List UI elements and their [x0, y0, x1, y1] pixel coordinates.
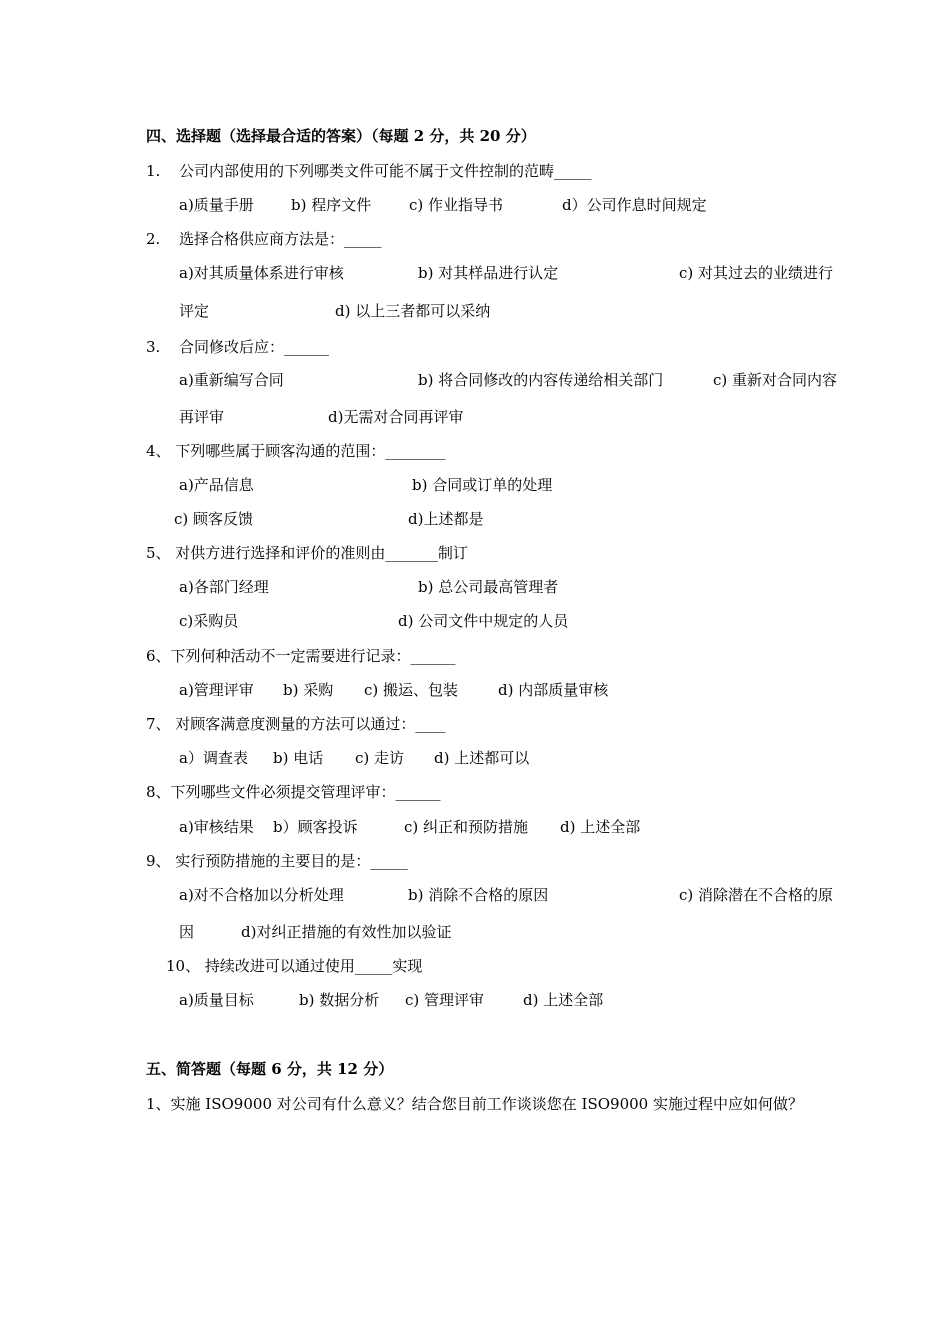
q4-option-c: c) 顾客反馈 [174, 510, 254, 528]
q3-text: 合同修改后应：______ [179, 338, 330, 356]
q4-text: 4、 下列哪些属于顾客沟通的范围：________ [146, 442, 446, 460]
q7-option-d: d) 上述都可以 [434, 749, 530, 767]
q9-text: 9、 实行预防措施的主要目的是：_____ [146, 852, 408, 870]
q2-number: 2. [146, 230, 161, 248]
q9-option-c: c) 消除潜在不合格的原 [679, 886, 834, 904]
q8-option-c: c) 纠正和预防措施 [404, 818, 529, 836]
q8-option-b: b）顾客投诉 [273, 818, 358, 836]
q7-option-a: a）调查表 [179, 749, 248, 767]
q6-option-c: c) 搬运、包装 [364, 681, 459, 699]
q1-option-d: d）公司作息时间规定 [562, 196, 707, 214]
q4-option-d: d)上述都是 [408, 510, 484, 528]
q6-option-a: a)管理评审 [179, 681, 254, 699]
q2-option-b: b) 对其样品进行认定 [418, 264, 559, 282]
section4-title: 四、选择题（选择最合适的答案）（每题 2 分，共 20 分） [146, 127, 536, 145]
q7-text: 7、 对顾客满意度测量的方法可以通过：____ [146, 715, 446, 733]
q1-option-a: a)质量手册 [179, 196, 254, 214]
q9-option-b: b) 消除不合格的原因 [408, 886, 549, 904]
q2-option-d: d) 以上三者都可以采纳 [335, 302, 491, 320]
q2-option-a: a)对其质量体系进行审核 [179, 264, 344, 282]
q10-option-c: c) 管理评审 [405, 991, 485, 1009]
q1-number: 1. [146, 162, 161, 180]
q6-option-d: d) 内部质量审核 [498, 681, 609, 699]
q10-text: 10、 持续改进可以通过使用_____实现 [166, 957, 423, 975]
q1-option-b: b) 程序文件 [291, 196, 372, 214]
q3-number: 3. [146, 338, 161, 356]
q9-option-c-continued: 因 [179, 923, 195, 941]
q5-option-a: a)各部门经理 [179, 578, 269, 596]
q9-option-d: d)对纠正措施的有效性加以验证 [241, 923, 452, 941]
q6-option-b: b) 采购 [283, 681, 334, 699]
q2-option-c: c) 对其过去的业绩进行 [679, 264, 834, 282]
q2-text: 选择合格供应商方法是：_____ [179, 230, 382, 248]
q1-text: 公司内部使用的下列哪类文件可能不属于文件控制的范畴_____ [179, 162, 592, 180]
q1-option-c: c) 作业指导书 [409, 196, 504, 214]
q7-option-c: c) 走访 [355, 749, 405, 767]
q9-option-a: a)对不合格加以分析处理 [179, 886, 344, 904]
q2-option-c-continued: 评定 [179, 302, 210, 320]
q4-option-a: a)产品信息 [179, 476, 254, 494]
q3-option-c: c) 重新对合同内容 [713, 371, 838, 389]
section5-q1-text: 1、实施 ISO9000 对公司有什么意义？结合您目前工作谈谈您在 ISO9000 实施过程中应如何做？ [146, 1095, 803, 1113]
q10-option-d: d) 上述全部 [523, 991, 604, 1009]
q6-text: 6、下列何种活动不一定需要进行记录：______ [146, 647, 456, 665]
q5-option-c: c)采购员 [179, 612, 239, 630]
q5-option-b: b) 总公司最高管理者 [418, 578, 559, 596]
q3-option-d: d)无需对合同再评审 [328, 408, 464, 426]
q7-option-b: b) 电话 [273, 749, 324, 767]
q3-option-a: a)重新编写合同 [179, 371, 284, 389]
q3-option-b: b) 将合同修改的内容传递给相关部门 [418, 371, 664, 389]
q8-option-d: d) 上述全部 [560, 818, 641, 836]
q5-text: 5、 对供方进行选择和评价的准则由_______制订 [146, 544, 468, 562]
q10-option-a: a)质量目标 [179, 991, 254, 1009]
section5-title: 五、简答题（每题 6 分，共 12 分） [146, 1060, 394, 1078]
q8-text: 8、下列哪些文件必须提交管理评审：______ [146, 783, 441, 801]
q3-option-c-continued: 再评审 [179, 408, 225, 426]
q5-option-d: d) 公司文件中规定的人员 [398, 612, 569, 630]
q4-option-b: b) 合同或订单的处理 [412, 476, 553, 494]
q10-option-b: b) 数据分析 [299, 991, 380, 1009]
q8-option-a: a)审核结果 [179, 818, 254, 836]
